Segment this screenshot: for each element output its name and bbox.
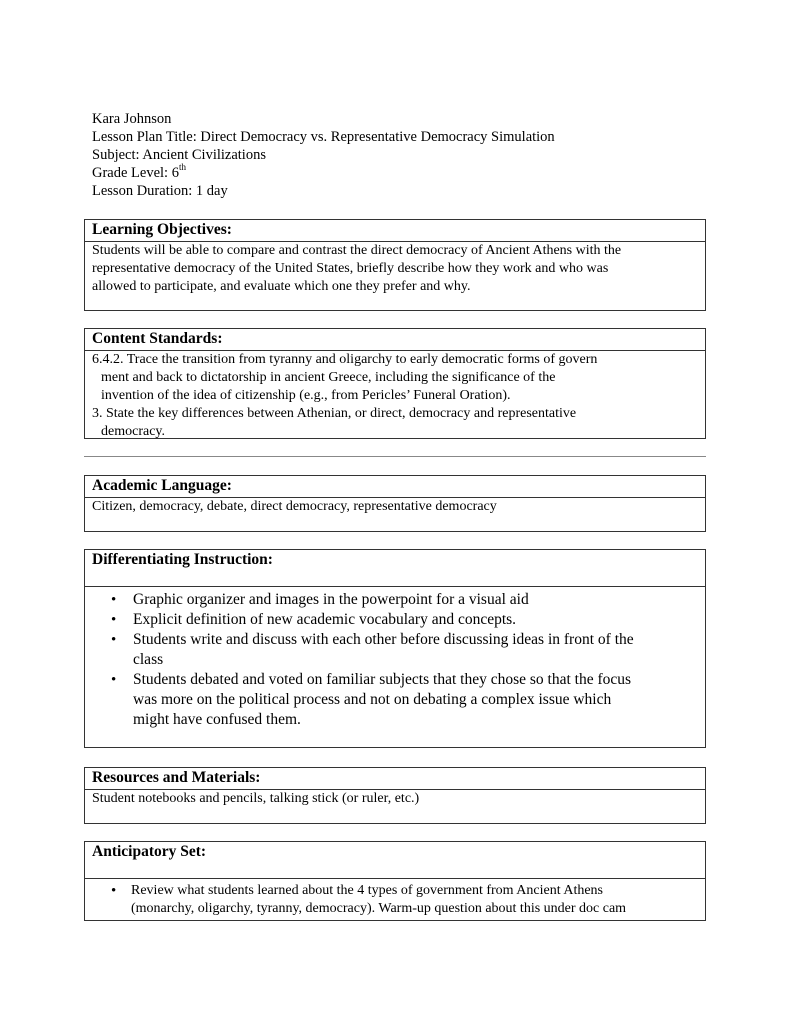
section-body <box>85 351 705 441</box>
list-item <box>85 882 705 918</box>
lesson-title: Lesson Plan Title: Direct Democracy vs. Representative Democracy Simulation <box>92 129 555 145</box>
text-line: democracy. <box>101 424 165 439</box>
text-line: representative democracy of the United States, briefly describe how they work and who was <box>92 261 609 276</box>
bullet-list <box>85 590 705 730</box>
academic-language-section <box>84 475 706 532</box>
lesson-duration: Lesson Duration: 1 day <box>92 183 228 199</box>
author-name: Kara Johnson <box>92 111 172 127</box>
section-title: Content Standards: <box>85 329 705 351</box>
section-title: Differentiating Instruction: <box>85 550 705 587</box>
section-body <box>85 242 705 296</box>
text-line: might have confused them. <box>133 711 301 728</box>
grade-level-text: Grade Level: 6 <box>92 165 179 181</box>
grade-level <box>92 164 555 182</box>
section-title: Resources and Materials: <box>85 768 705 790</box>
list-item <box>85 670 705 730</box>
section-body: Student notebooks and pencils, talking stick (or ruler, etc.) <box>92 791 420 806</box>
text-line: • Graphic organizer and images in the powerpoint for a visual aid <box>133 591 529 608</box>
text-line: 6.4.2. Trace the transition from tyranny and oligarchy to early democratic forms of govern <box>92 352 598 367</box>
text-line: allowed to participate, and evaluate which one they prefer and why. <box>92 279 471 294</box>
text-line: class <box>133 651 164 668</box>
content-standards-section <box>84 328 706 439</box>
list-item <box>85 610 705 630</box>
learning-objectives-section <box>84 219 706 311</box>
differentiating-instruction-section <box>84 549 706 748</box>
text-line: (monarchy, oligarchy, tyranny, democracy). Warm-up question about this under doc cam <box>131 901 627 916</box>
text-line: • Review what students learned about the 4 types of government from Ancient Athens <box>131 883 604 898</box>
text-line: • Students debated and voted on familiar subjects that they chose so that the focus <box>133 671 632 688</box>
divider <box>84 456 706 457</box>
anticipatory-set-section <box>84 841 706 921</box>
list-item <box>85 590 705 610</box>
grade-level-suffix: th <box>178 162 186 173</box>
subject-line: Subject: Ancient Civilizations <box>92 147 266 163</box>
document-header <box>92 110 555 200</box>
text-line: Students will be able to compare and contrast the direct democracy of Ancient Athens with the <box>92 243 622 258</box>
text-line: • Students write and discuss with each other before discussing ideas in front of the <box>133 631 634 648</box>
section-body <box>85 587 705 730</box>
text-line: • Explicit definition of new academic vocabulary and concepts. <box>133 611 517 628</box>
text-line: ment and back to dictatorship in ancient Greece, including the significance of the <box>101 370 556 385</box>
section-title: Learning Objectives: <box>85 220 705 242</box>
section-title: Anticipatory Set: <box>85 842 705 879</box>
section-body: Citizen, democracy, debate, direct democracy, representative democracy <box>92 499 497 514</box>
text-line: was more on the political process and not on debating a complex issue which <box>133 691 612 708</box>
text-line: invention of the idea of citizenship (e.g., from Pericles’ Funeral Oration). <box>101 388 511 403</box>
resources-materials-section <box>84 767 706 824</box>
section-body <box>85 879 705 918</box>
bullet-list <box>85 882 705 918</box>
list-item <box>85 630 705 670</box>
section-title: Academic Language: <box>85 476 705 498</box>
text-line: 3. State the key differences between Athenian, or direct, democracy and representative <box>92 406 577 421</box>
